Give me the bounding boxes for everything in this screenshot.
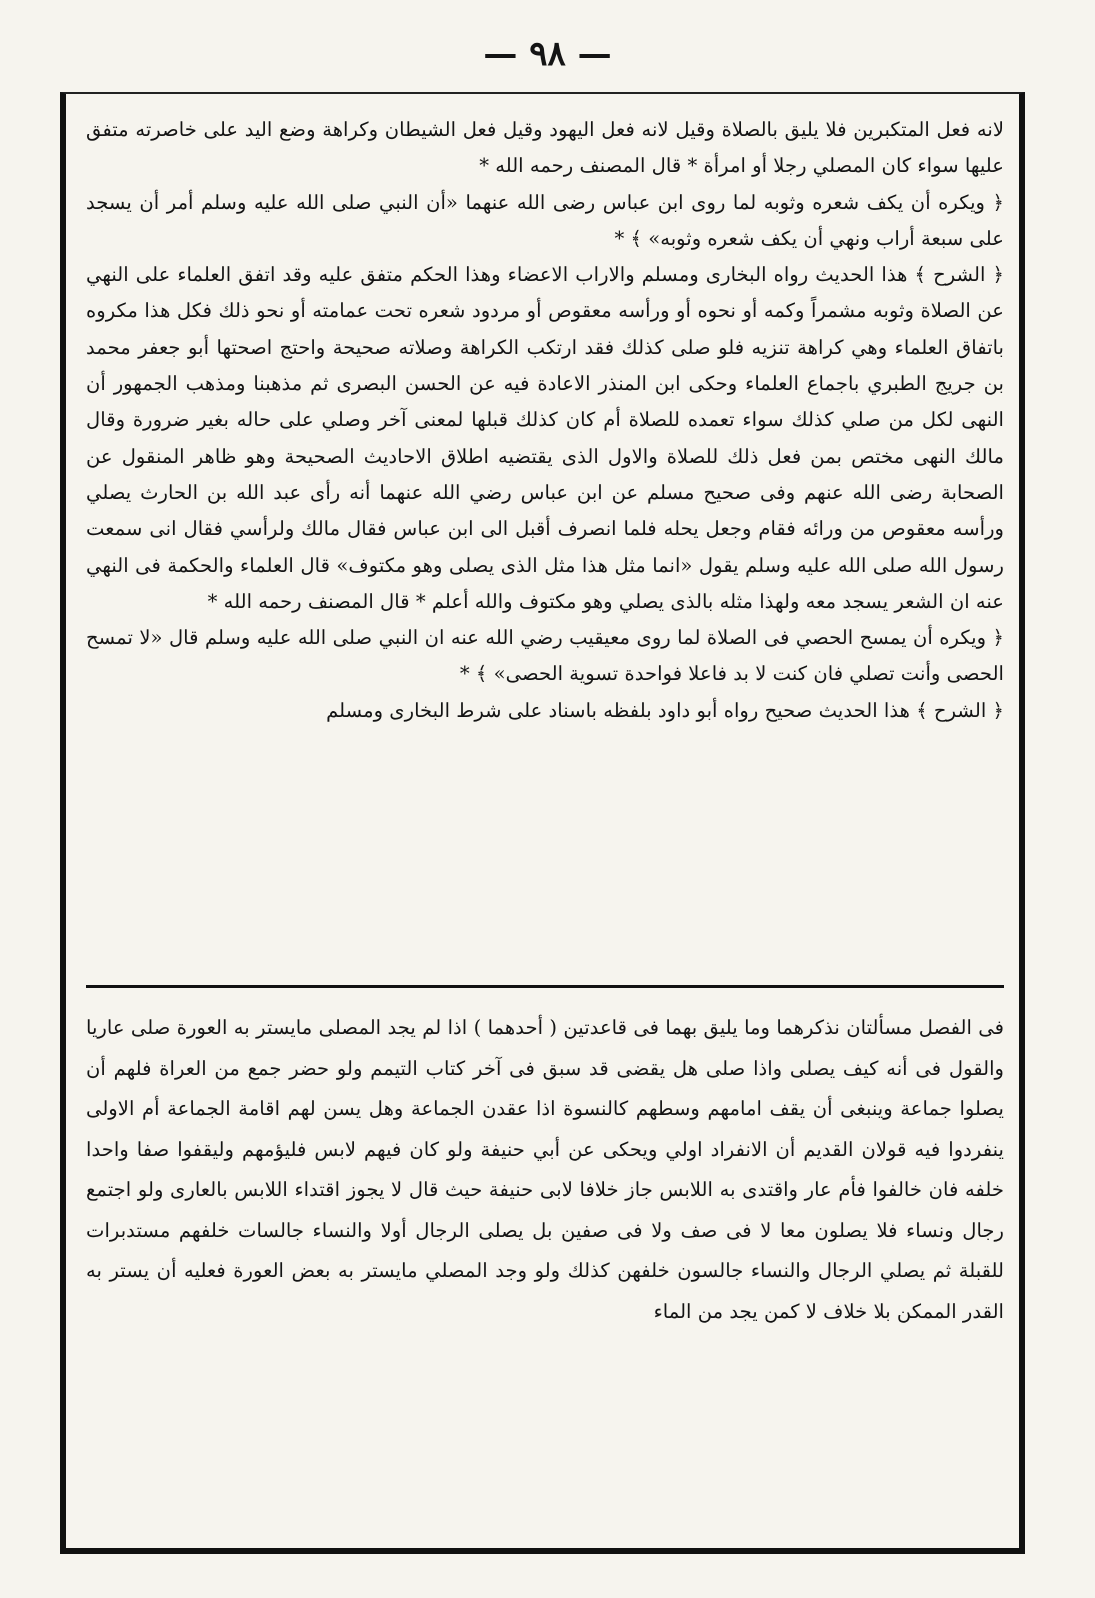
main-paragraph: ﴿ الشرح ﴾ هذا الحديث صحيح رواه أبو داود بلفظه باسناد على شرط البخارى ومسلم bbox=[326, 698, 1004, 722]
main-text bbox=[86, 112, 1004, 977]
footnote-paragraph: فى الفصل مسألتان نذكرهما وما يليق بهما فى قاعدتين ( أحدهما ) اذا لم يجد المصلى مايستر به العورة صلى عاريا والقول فى أنه كيف يصلى واذا صلى هل يقضى قد سبق فى آخر كتاب التيمم ولو حضر جمع من العراة فلهم أن يصلوا جماعة وينبغى أن يقف امامهم وسطهم كالنسوة اذا عقدن الجماعة وهل يسن لهم اقامة الجماعة أم الاولى ينفردوا فيه قولان القديم أن الانفراد اولي ويحكى عن أبي حنيفة ولو كان فيهم لابس فليؤمهم وليقفوا صفا واحدا خلفه فان خالفوا فأم عار واقتدى به اللابس جاز خلافا لابى حنيفة حيث قال لا يجوز اقتداء اللابس بالعارى ولو اجتمع رجال ونساء فلا يصلون معا لا فى صف ولا فى صفين بل يصلى الرجال أولا والنساء جالسات خلفهم مستدبرات للقبلة ثم يصلي الرجال والنساء جالسون خلفهن كذلك ولو وجد المصلي مايستر به بعض العورة فعليه أن يستر به القدر الممكن بلا خلاف لا كمن يجد من الماء bbox=[86, 1016, 1004, 1323]
footnote-text bbox=[86, 1008, 1004, 1538]
footnote-divider bbox=[86, 985, 1004, 988]
main-paragraph: ﴿ ويكره أن يمسح الحصي فى الصلاة لما روى معيقيب رضي الله عنه ان النبي صلى الله عليه وسلم قال «لا تمسح الحصى وأنت تصلي فان كنت لا بد فاعلا فواحدة تسوية الحصى» ﴾ * bbox=[86, 626, 1004, 686]
main-paragraph: ﴿ الشرح ﴾ هذا الحديث رواه البخارى ومسلم والاراب الاعضاء وهذا الحكم متفق عليه وقد اتفق العلماء على النهي عن الصلاة وثوبه مشمراً وكمه أو نحوه أو ورأسه معقوص أو مردود شعره تحت عمامته أو نحو ذلك فكل هذا مكروه باتفاق العلماء وهي كراهة تنزيه فلو صلى كذلك فقد ارتكب الكراهة وصلاته صحيحة واحتج اصحتها أبو جعفر محمد بن جريج الطبري باجماع العلماء وحكى ابن المنذر الاعادة فيه عن الحسن البصرى ثم مذهبنا ومذهب الجمهور أن النهى لكل من صلي كذلك سواء تعمده للصلاة أم كان كذلك قبلها لمعنى آخر وصلي على حاله بغير ضرورة وقال مالك النهى مختص بمن فعل ذلك للصلاة والاول الذى يقتضيه اطلاق الاحاديث الصحيحة وهو ظاهر المنقول عن الصحابة رضى الله عنهم وفى صحيح مسلم عن ابن عباس رضي الله عنهما أنه رأى عبد الله بن الحارث يصلي ورأسه معقوص من ورائه فقام وجعل يحله فلما انصرف أقبل الى ابن عباس فقال مالك ولرأسي فقال انى سمعت رسول الله صلى الله عليه وسلم يقول «انما مثل هذا مثل الذى يصلى وهو مكتوف» قال العلماء والحكمة فى النهي عنه ان الشعر يسجد معه ولهذا مثله بالذى يصلي وهو مكتوف والله أعلم * قال المصنف رحمه الله * bbox=[86, 263, 1004, 613]
main-paragraph: ﴿ ويكره أن يكف شعره وثوبه لما روى ابن عباس رضى الله عنهما «أن النبي صلى الله عليه وسلم أمر أن يسجد على سبعة أراب ونهي أن يكف شعره وثوبه» ﴾ * bbox=[86, 190, 1004, 250]
main-paragraph: لانه فعل المتكبرين فلا يليق بالصلاة وقيل لانه فعل اليهود وقيل فعل الشيطان وكراهة وضع اليد على خاصرته متفق عليها سواء كان المصلي رجلا أو امرأة * قال المصنف رحمه الله * bbox=[86, 118, 1004, 178]
page-number: — ٩٨ — bbox=[483, 34, 612, 74]
